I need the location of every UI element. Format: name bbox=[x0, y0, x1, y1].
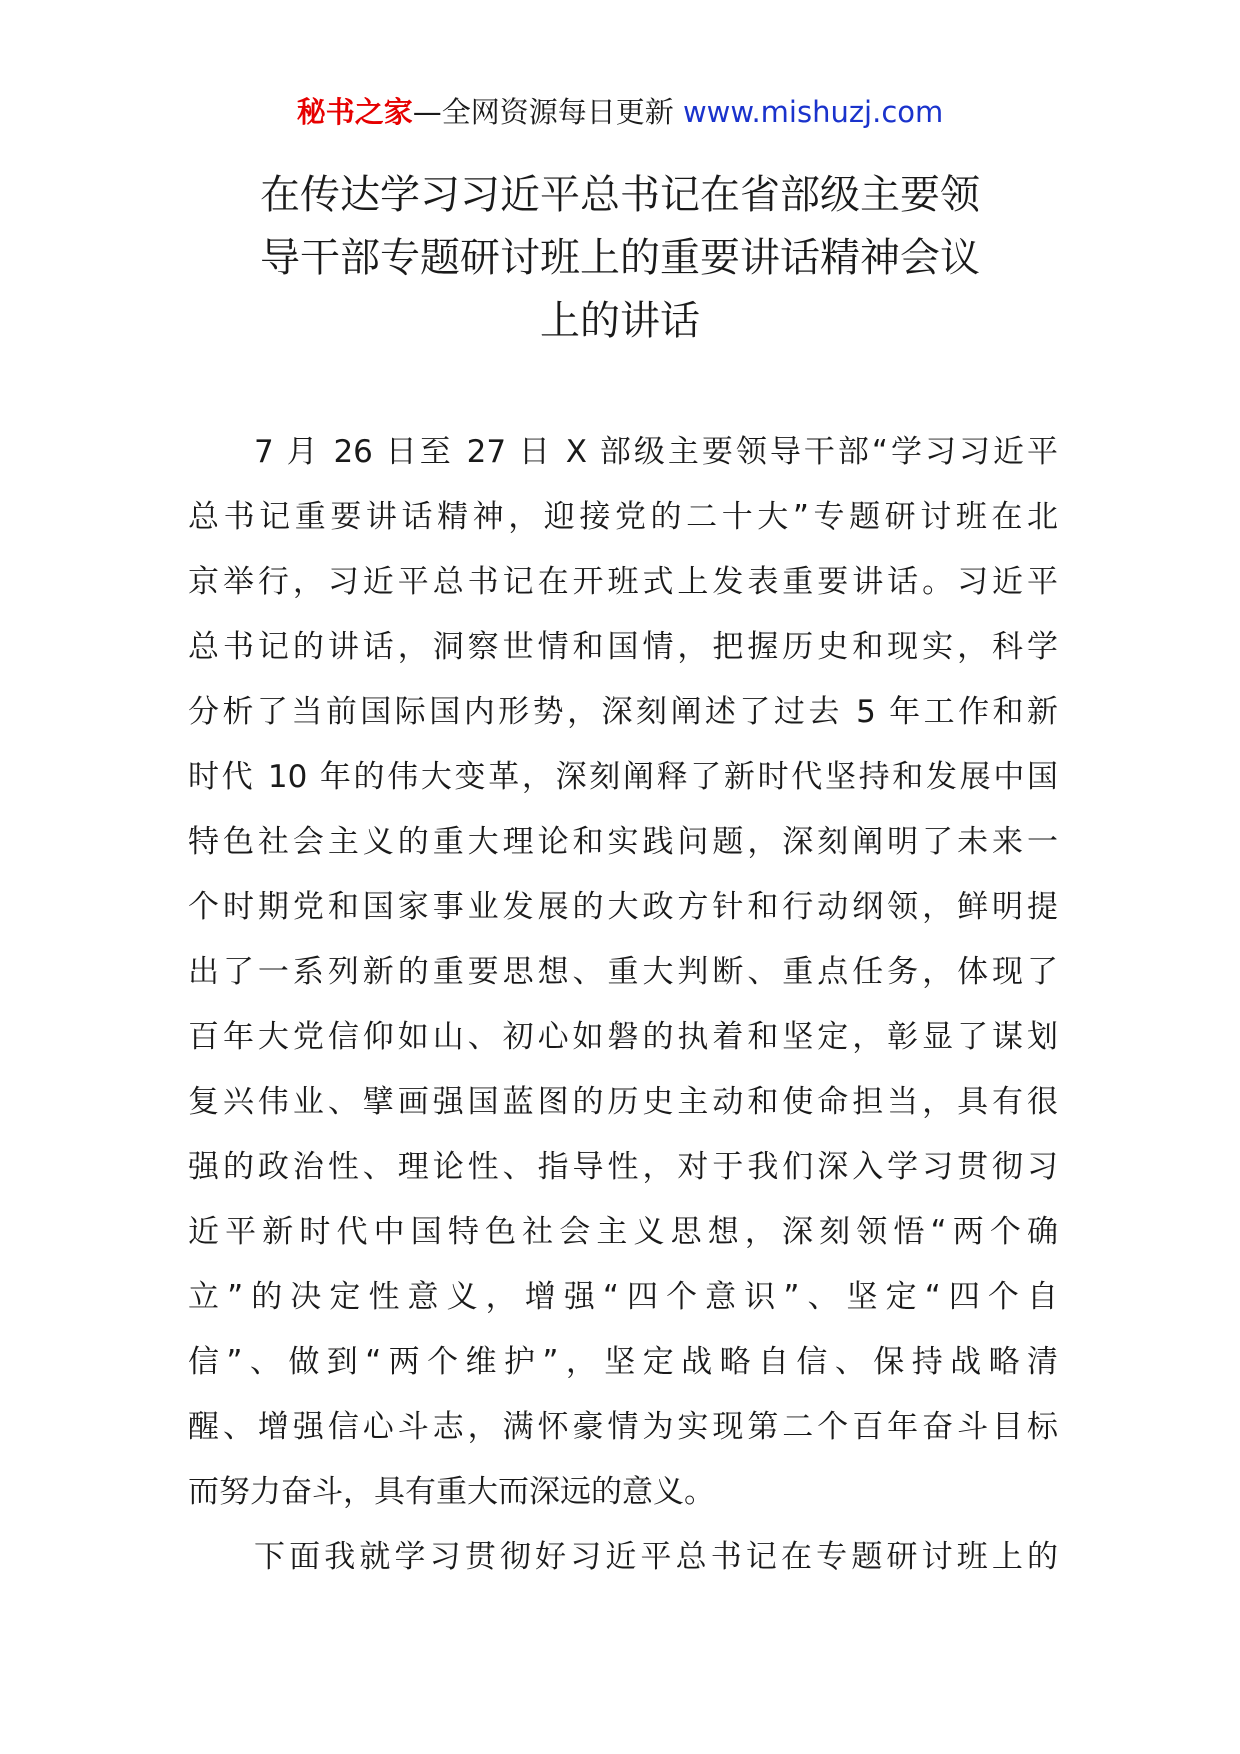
paragraph-line: 特色社会主义的重大理论和实践问题，深刻阐明了未来一 bbox=[188, 824, 1058, 860]
paragraph-line: 立”的决定性意义，增强“四个意识”、坚定“四个自 bbox=[188, 1279, 1058, 1315]
paragraph-line: 总书记的讲话，洞察世情和国情，把握历史和现实，科学 bbox=[188, 629, 1058, 665]
paragraph-line: 醒、增强信心斗志，满怀豪情为实现第二个百年奋斗目标 bbox=[188, 1409, 1058, 1445]
site-slogan: —全网资源每日更新 bbox=[412, 95, 674, 129]
site-brand: 秘书之家 bbox=[296, 95, 413, 129]
paragraph-line: 下面我就学习贯彻好习近平总书记在专题研讨班上的 bbox=[254, 1539, 1058, 1575]
paragraph-line: 复兴伟业、擘画强国蓝图的历史主动和使命担当，具有很 bbox=[188, 1084, 1058, 1120]
paragraph-line: 京举行，习近平总书记在开班式上发表重要讲话。习近平 bbox=[188, 564, 1058, 600]
paragraph-line: 而努力奋斗，具有重大而深远的意义。 bbox=[188, 1474, 715, 1510]
paragraph-line: 分析了当前国际国内形势，深刻阐述了过去 5 年工作和新 bbox=[188, 694, 1058, 730]
document-title bbox=[200, 164, 1040, 353]
title-line: 在传达学习习近平总书记在省部级主要领 bbox=[260, 172, 980, 218]
site-header bbox=[0, 92, 1240, 132]
paragraph-line: 近平新时代中国特色社会主义思想，深刻领悟“两个确 bbox=[188, 1214, 1058, 1250]
paragraph-line: 时代 10 年的伟大变革，深刻阐释了新时代坚持和发展中国 bbox=[188, 759, 1058, 795]
paragraph-line: 个时期党和国家事业发展的大政方针和行动纲领，鲜明提 bbox=[188, 889, 1058, 925]
paragraph-2 bbox=[188, 1525, 1058, 1590]
paragraph-line: 出了一系列新的重要思想、重大判断、重点任务，体现了 bbox=[188, 954, 1058, 990]
paragraph-line: 总书记重要讲话精神，迎接党的二十大”专题研讨班在北 bbox=[188, 499, 1058, 535]
site-url-link[interactable]: www.mishuzj.com bbox=[682, 95, 944, 129]
paragraph-line: 百年大党信仰如山、初心如磐的执着和坚定，彰显了谋划 bbox=[188, 1019, 1058, 1055]
title-line: 导干部专题研讨班上的重要讲话精神会议 bbox=[260, 235, 980, 281]
paragraph-line: 信”、做到“两个维护”，坚定战略自信、保持战略清 bbox=[188, 1344, 1058, 1380]
title-line: 上的讲话 bbox=[540, 298, 700, 344]
paragraph-1 bbox=[188, 420, 1058, 1525]
paragraph-line: 强的政治性、理论性、指导性，对于我们深入学习贯彻习 bbox=[188, 1149, 1058, 1185]
paragraph-line: 7 月 26 日至 27 日 X 部级主要领导干部“学习习近平 bbox=[254, 434, 1058, 470]
document-body bbox=[188, 420, 1058, 1590]
